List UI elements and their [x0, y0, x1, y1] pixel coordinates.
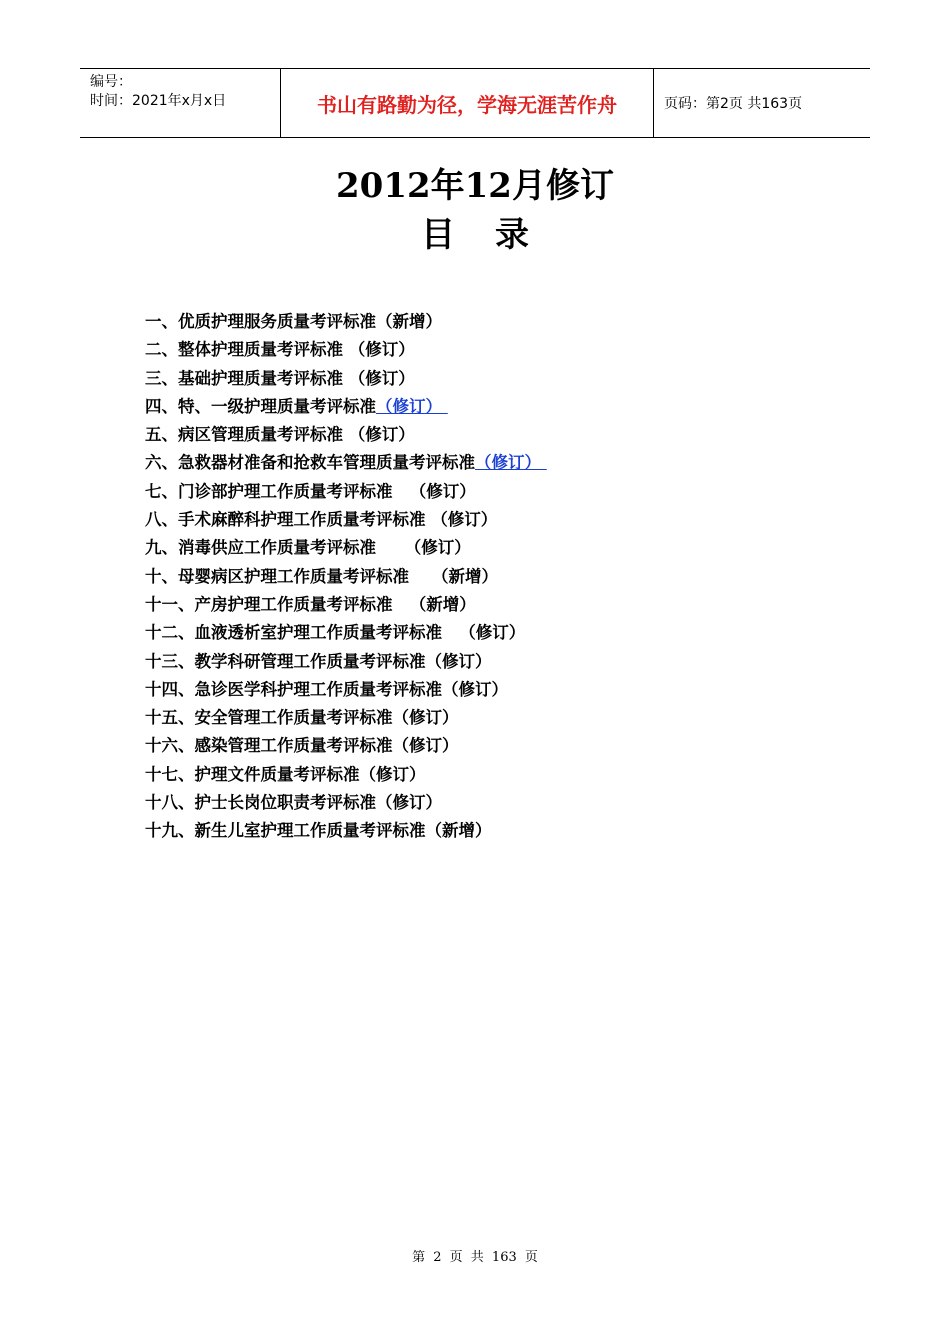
header-page-info: 页码：第2页 共163页 [664, 96, 803, 112]
toc-item: 七、门诊部护理工作质量考评标准 （修订） [145, 481, 476, 501]
header-meta [80, 69, 281, 137]
toc-item: 一、优质护理服务质量考评标准（新增） [145, 312, 442, 331]
toc-item: 十、母婴病区护理工作质量考评标准 （新增） [145, 566, 498, 586]
toc-link-revision[interactable]: （修订） [376, 396, 448, 416]
toc-item: 十五、安全管理工作质量考评标准（修订） [145, 708, 459, 728]
toc-heading: 目录 [421, 215, 569, 255]
toc-item: 六、急救器材准备和抢救车管理质量考评标准（修订） [145, 453, 547, 473]
toc-item: 十四、急诊医学科护理工作质量考评标准（修订） [145, 679, 508, 699]
toc-item: 十九、新生儿室护理工作质量考评标准（新增） [145, 821, 492, 841]
date-label: 时间：2021年x月x日 [90, 93, 227, 109]
toc-item: 十二、血液透析室护理工作质量考评标准 （修订） [145, 623, 526, 643]
code-label: 编号： [90, 74, 132, 90]
toc-item: 十六、感染管理工作质量考评标准（修订） [145, 736, 459, 756]
toc-item: 九、消毒供应工作质量考评标准 （修订） [145, 538, 471, 558]
toc-item: 五、病区管理质量考评标准 （修订） [145, 425, 415, 445]
toc-item: 四、特、一级护理质量考评标准（修订） [145, 396, 448, 416]
toc-item: 十七、护理文件质量考评标准（修订） [145, 764, 426, 784]
toc-item: 八、手术麻醉科护理工作质量考评标准 （修订） [145, 510, 498, 530]
document-title: 2012年12月修订 [336, 166, 614, 206]
table-of-contents [145, 308, 547, 846]
toc-item: 三、基础护理质量考评标准 （修订） [145, 368, 415, 388]
page-header [80, 68, 870, 138]
toc-item: 十八、护士长岗位职责考评标准（修订） [145, 793, 442, 813]
header-motto: 书山有路勤为径，学海无涯苦作舟 [281, 69, 654, 137]
page-footer: 第 2 页 共 163 页 [412, 1250, 538, 1265]
toc-link-revision[interactable]: （修订） [475, 453, 547, 473]
toc-item: 十一、产房护理工作质量考评标准 （新增） [145, 594, 476, 614]
toc-item: 二、整体护理质量考评标准 （修订） [145, 340, 415, 360]
toc-item: 十三、教学科研管理工作质量考评标准（修订） [145, 651, 492, 671]
